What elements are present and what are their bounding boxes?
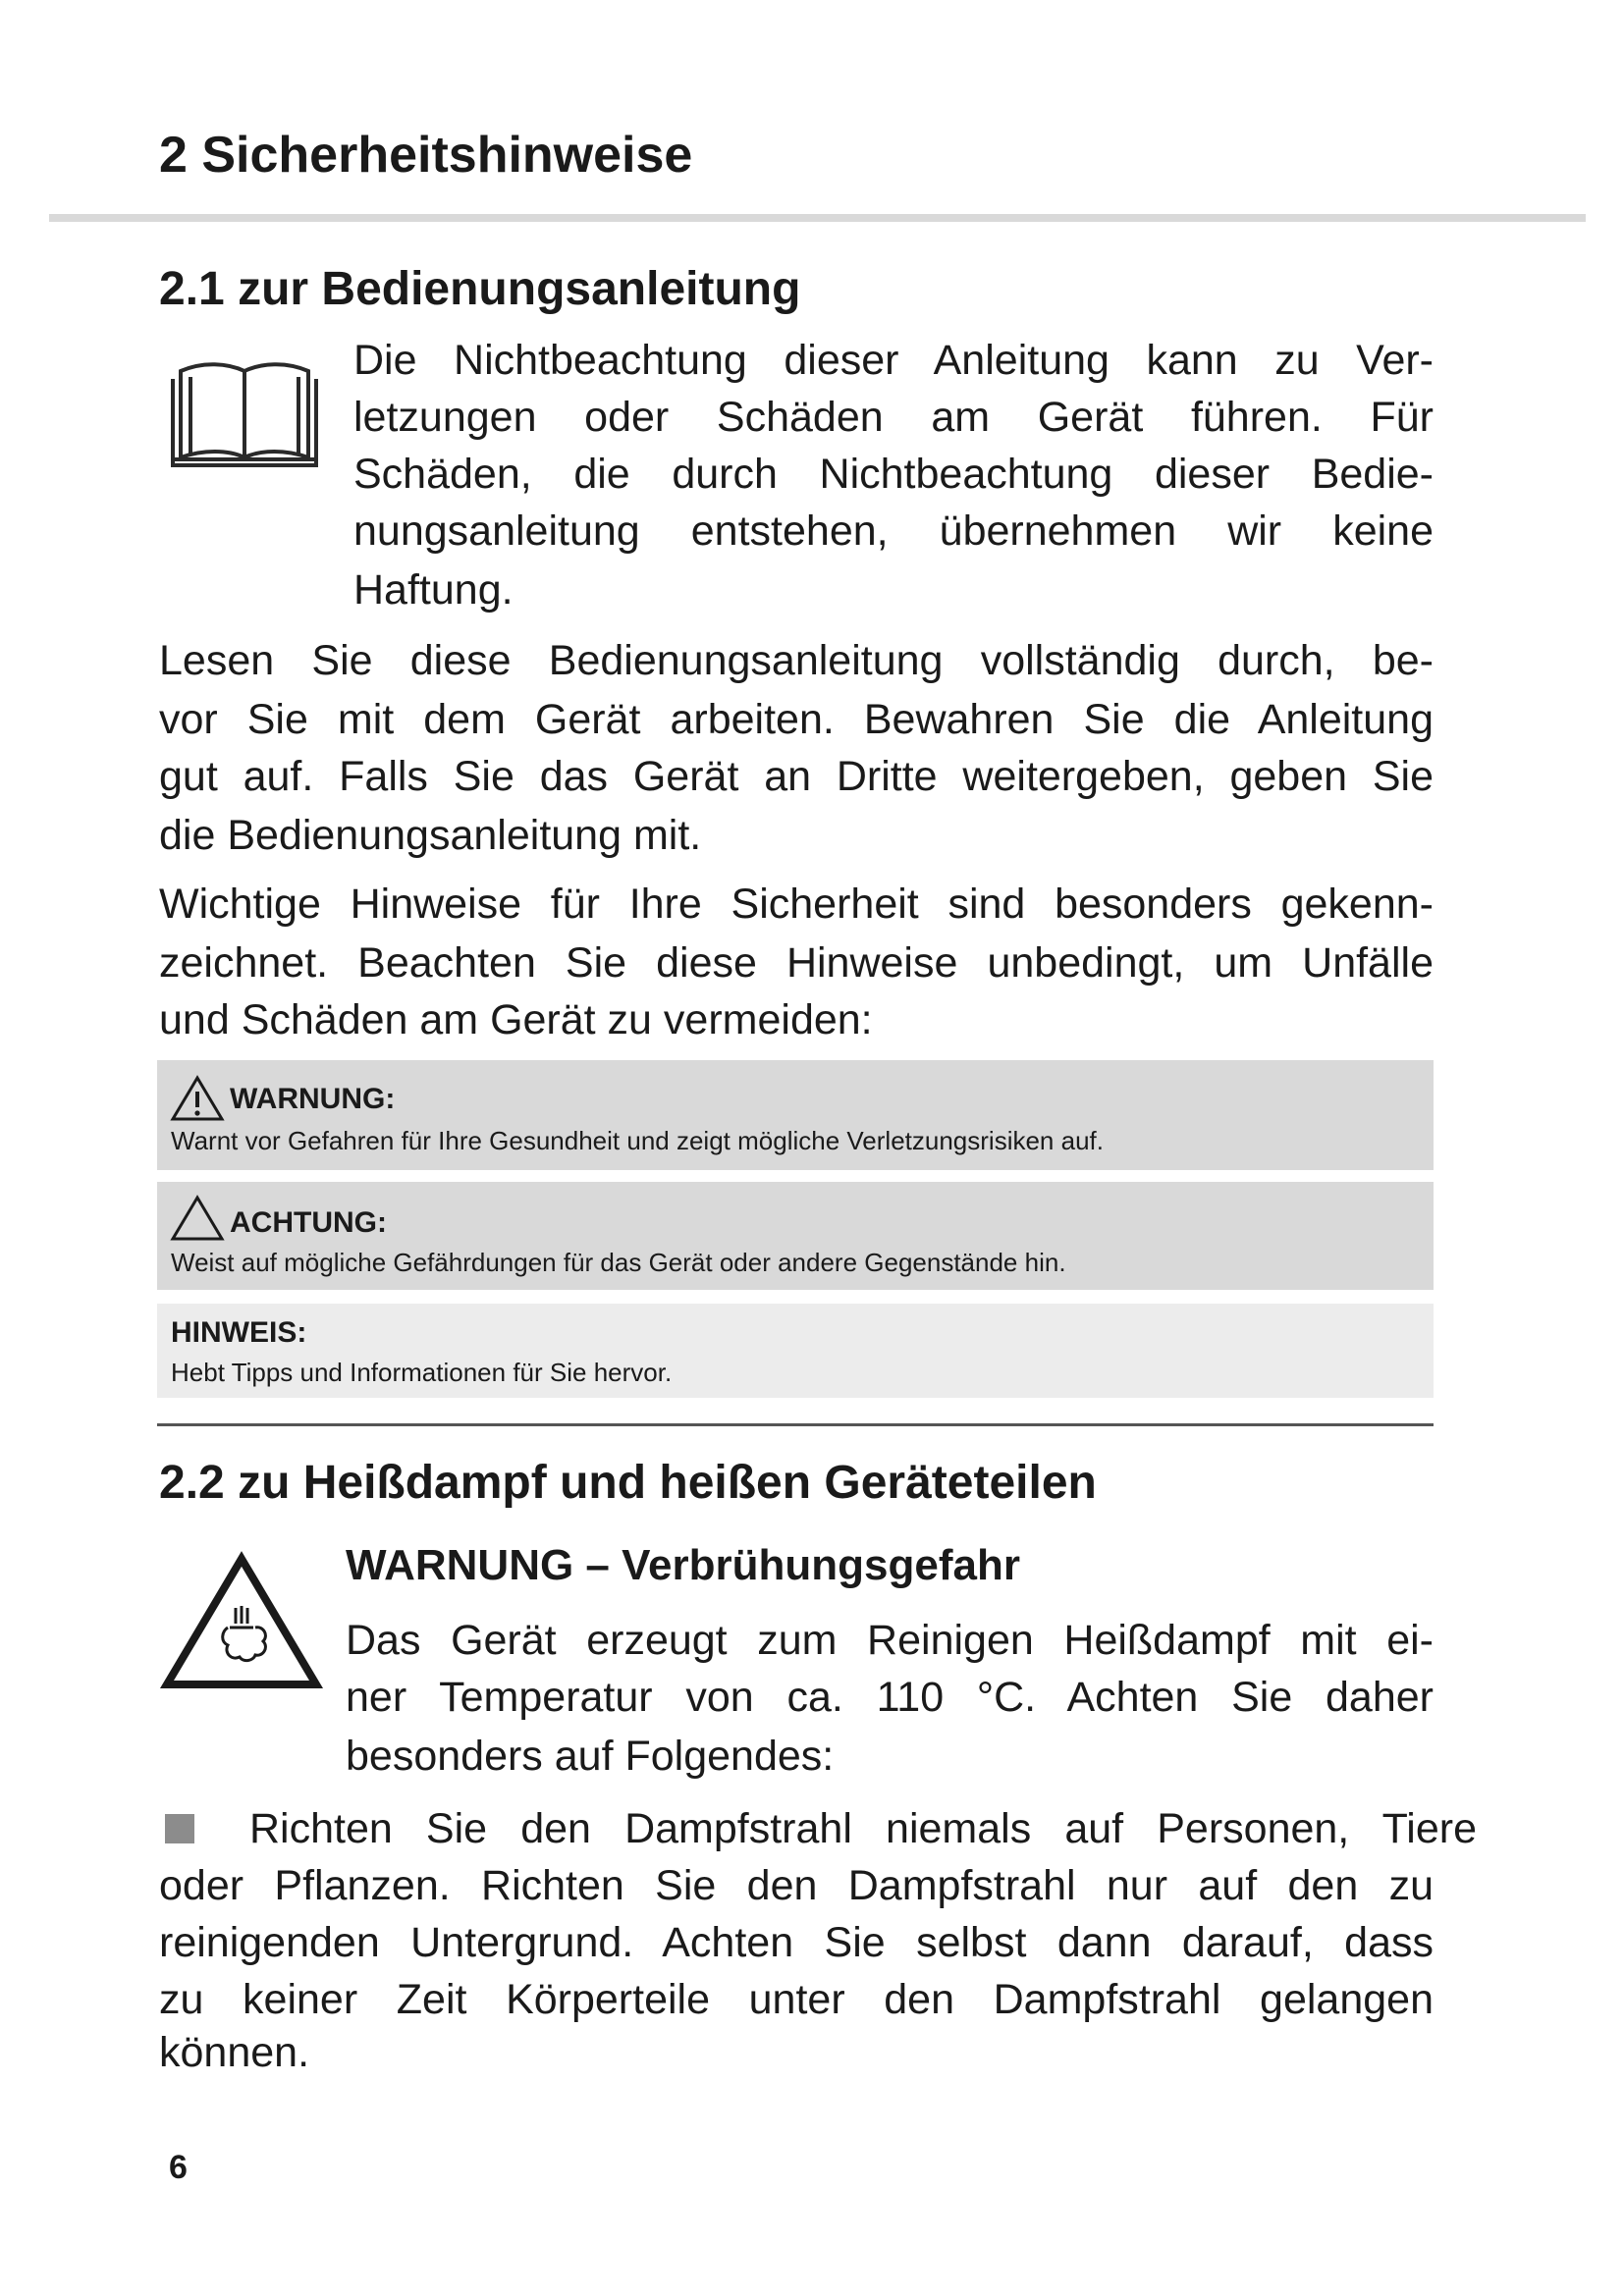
para1-line-4: die Bedienungsanleitung mit. — [159, 812, 702, 859]
bullet-line-4: zu keiner Zeit Körperteile unter den Dampfstrahl gelangen — [159, 1976, 1434, 2023]
section-title-heissdampf: 2.2 zu Heißdampf und heißen Geräteteilen — [159, 1457, 1097, 1509]
section-divider — [157, 1423, 1434, 1426]
intro-line-5: Haftung. — [353, 566, 514, 614]
chapter-divider — [49, 214, 1586, 222]
para2-line-2: zeichnet. Beachten Sie diese Hinweise unbedingt, um Unfälle — [159, 939, 1434, 987]
bullet-line-2: oder Pflanzen. Richten Sie den Dampfstrahl nur auf den zu — [159, 1862, 1434, 1909]
bullet-line-3: reinigenden Untergrund. Achten Sie selbst dann darauf, dass — [159, 1919, 1434, 1966]
notice-warnung — [157, 1060, 1434, 1170]
chapter-title: 2 Sicherheitshinweise — [159, 127, 693, 184]
section-title-bedienungsanleitung: 2.1 zur Bedienungsanleitung — [159, 263, 801, 315]
notice-warnung-text: Warnt vor Gefahren für Ihre Gesundheit und zeigt mögliche Verletzungsrisiken auf. — [171, 1126, 1104, 1155]
bullet-line-1: Richten Sie den Dampfstrahl niemals auf Personen, Tiere — [249, 1805, 1477, 1852]
intro-line-1: Die Nichtbeachtung dieser Anleitung kann zu Ver- — [353, 337, 1434, 384]
para1-line-3: gut auf. Falls Sie das Gerät an Dritte weitergeben, geben Sie — [159, 753, 1434, 800]
notice-achtung-text: Weist auf mögliche Gefährdungen für das Gerät oder andere Gegenstände hin. — [171, 1248, 1066, 1277]
warning-line-2: ner Temperatur von ca. 110 °C. Achten Sie daher — [346, 1674, 1434, 1721]
intro-line-4: nungsanleitung entstehen, übernehmen wir keine — [353, 507, 1434, 555]
warning-line-1: Das Gerät erzeugt zum Reinigen Heißdampf mit ei- — [346, 1617, 1434, 1664]
para1-line-2: vor Sie mit dem Gerät arbeiten. Bewahren Sie die Anleitung — [159, 696, 1434, 743]
bullet-square — [165, 1814, 194, 1843]
notice-hinweis — [157, 1304, 1434, 1398]
warning-scalding-title: WARNUNG – Verbrühungsgefahr — [346, 1541, 1020, 1589]
hot-steam-warning-icon — [159, 1551, 324, 1690]
para2-line-3: und Schäden am Gerät zu vermeiden: — [159, 996, 873, 1043]
para2-line-1: Wichtige Hinweise für Ihre Sicherheit sind besonders gekenn- — [159, 881, 1434, 928]
caution-triangle-icon — [169, 1194, 226, 1243]
notice-warnung-title: WARNUNG: — [230, 1083, 396, 1115]
notice-hinweis-text: Hebt Tipps und Informationen für Sie hervor. — [171, 1358, 673, 1387]
notice-achtung-title: ACHTUNG: — [230, 1206, 387, 1239]
notice-achtung — [157, 1182, 1434, 1290]
intro-line-2: letzungen oder Schäden am Gerät führen. Für — [353, 394, 1434, 441]
book-icon — [169, 355, 320, 471]
page-number: 6 — [169, 2149, 188, 2186]
para1-line-1: Lesen Sie diese Bedienungsanleitung vollständig durch, be- — [159, 637, 1434, 684]
notice-hinweis-title: HINWEIS: — [171, 1316, 307, 1349]
bullet-line-5: können. — [159, 2029, 310, 2076]
intro-line-3: Schäden, die durch Nichtbeachtung dieser Bedie- — [353, 451, 1434, 498]
warning-exclamation-icon — [169, 1074, 226, 1123]
warning-line-3: besonders auf Folgendes: — [346, 1733, 835, 1780]
